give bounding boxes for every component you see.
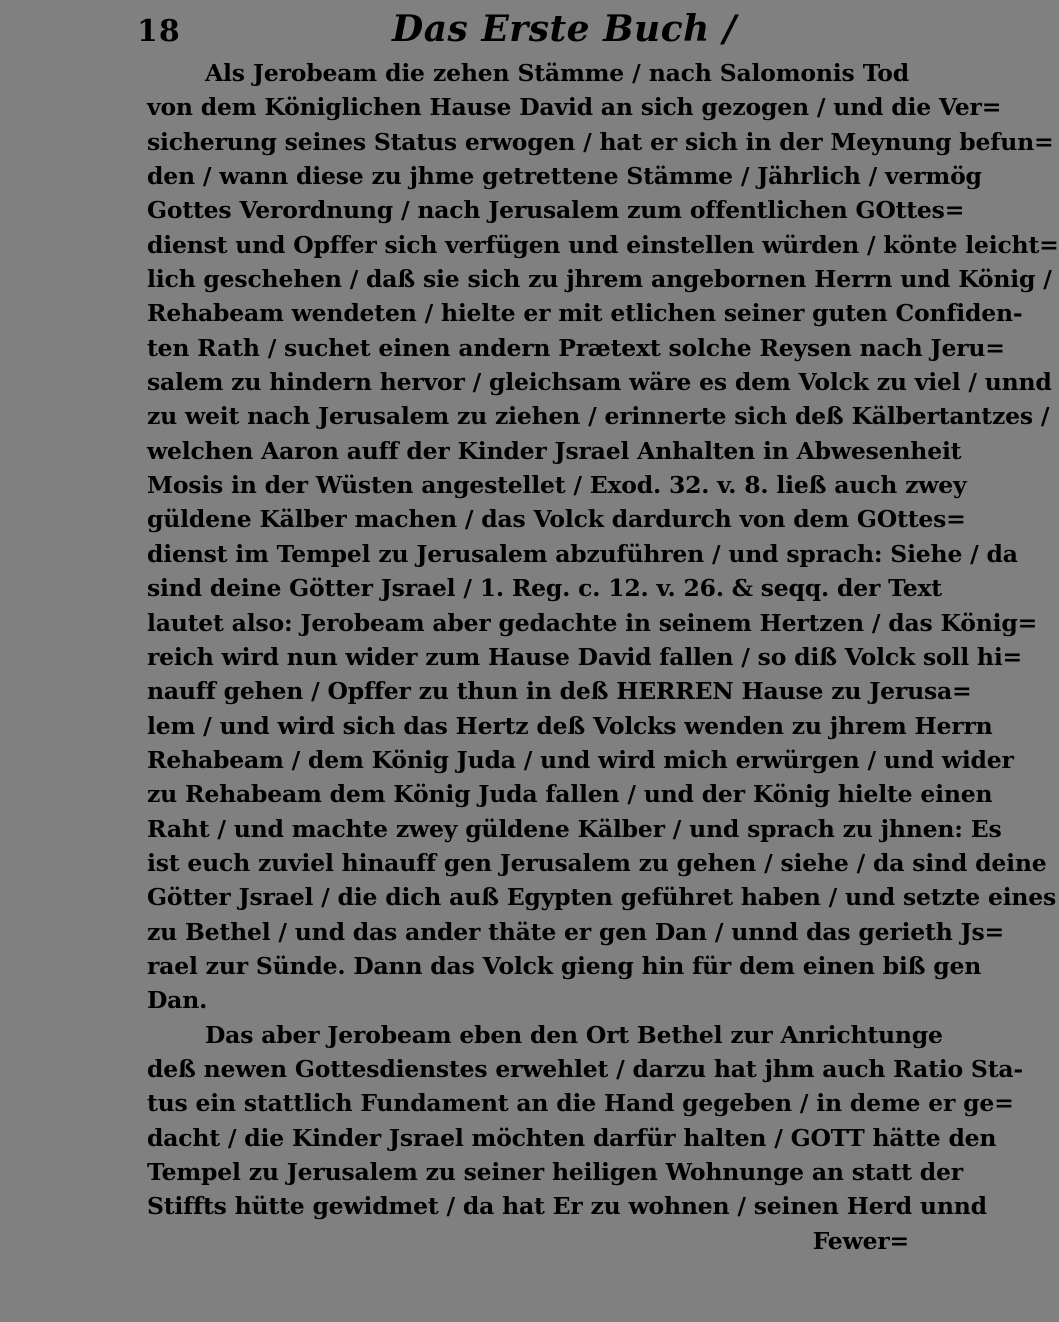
text-line: Tempel zu Jerusalem zu seiner heiligen Wohnunge an statt der	[147, 1158, 963, 1186]
text-line: dienst und Opffer sich verfügen und einstellen würden / könte leicht=	[147, 230, 1059, 259]
text-line: dienst im Tempel zu Jerusalem abzuführen / und sprach: Siehe / da	[147, 539, 1018, 568]
text-line: Rehabeam wendeten / hielte er mit etlichen seiner guten Confiden-	[147, 299, 1023, 328]
text-line: reich wird nun wider zum Hause David fallen / so diß Volck soll hi=	[147, 642, 1023, 671]
text-line: ist euch zuviel hinauff gen Jerusalem zu gehen / siehe / da sind deine	[147, 848, 1047, 877]
text-line: welchen Aaron auff der Kinder Jsrael Anhalten in Abwesenheit	[147, 436, 962, 465]
text-line: Gottes Verordnung / nach Jerusalem zum offentlichen GOttes=	[147, 196, 965, 225]
text-line: Rehabeam / dem König Juda / und wird mich erwürgen / und wider	[147, 745, 1014, 774]
text-line: nauff gehen / Opffer zu thun in deß HERREN Hause zu Jerusa=	[147, 677, 972, 706]
text-line: Götter Jsrael / die dich auß Egypten geführet haben / und setzte eines	[147, 883, 1057, 912]
running-head: Das Erste Buch /	[392, 8, 737, 50]
text-line: zu Rehabeam dem König Juda fallen / und der König hielte einen	[147, 780, 993, 809]
text-line: deß newen Gottesdienstes erwehlet / darzu hat jhm auch Ratio Sta-	[147, 1054, 1023, 1083]
text-line: lautet also: Jerobeam aber gedachte in seinem Hertzen / das König=	[147, 608, 1038, 637]
text-line: Das aber Jerobeam eben den Ort Bethel zur Anrichtunge	[205, 1020, 943, 1049]
catchword: Fewer=	[812, 1226, 909, 1255]
page-number: 18	[137, 14, 181, 49]
text-line: Dan.	[147, 986, 208, 1015]
text-line: von dem Königlichen Hause David an sich gezogen / und die Ver=	[147, 93, 1002, 122]
text-line: dacht / die Kinder Jsrael möchten darfür halten / GOTT hätte den	[147, 1123, 997, 1152]
text-line: güldene Kälber machen / das Volck dardurch von dem GOttes=	[147, 505, 966, 534]
text-line: lich geschehen / daß sie sich zu jhrem angebornen Herrn und König /	[147, 265, 1052, 294]
text-line: rael zur Sünde. Dann das Volck gieng hin für dem einen biß gen	[147, 951, 982, 980]
text-line: sicherung seines Status erwogen / hat er sich in der Meynung befun=	[147, 127, 1054, 156]
text-line: zu Bethel / und das ander thäte er gen Dan / unnd das gerieth Js=	[147, 917, 1005, 946]
body-text	[147, 56, 1059, 1258]
text-line: tus ein stattlich Fundament an die Hand gegeben / in deme er ge=	[147, 1089, 1014, 1118]
text-line: ten Rath / suchet einen andern Prætext solche Reysen nach Jeru=	[147, 333, 1005, 362]
text-line: Als Jerobeam die zehen Stämme / nach Salomonis Tod	[205, 59, 909, 87]
text-line: lem / und wird sich das Hertz deß Volcks wenden zu jhrem Herrn	[147, 711, 993, 740]
text-line: Raht / und machte zwey güldene Kälber / und sprach zu jhnen: Es	[147, 814, 1002, 843]
text-line: salem zu hindern hervor / gleichsam wäre es dem Volck zu viel / unnd	[147, 368, 1052, 397]
text-line: den / wann diese zu jhme getrettene Stämme / Jährlich / vermög	[147, 162, 982, 191]
text-line: sind deine Götter Jsrael / 1. Reg. c. 12. v. 26. & seqq. der Text	[147, 574, 942, 603]
text-line: zu weit nach Jerusalem zu ziehen / erinnerte sich deß Kälbertantzes /	[147, 402, 1050, 431]
text-line: Mosis in der Wüsten angestellet / Exod. 32. v. 8. ließ auch zwey	[147, 471, 967, 500]
text-line: Stiffts hütte gewidmet / da hat Er zu wohnen / seinen Herd unnd	[147, 1192, 987, 1221]
page-header	[137, 8, 907, 52]
